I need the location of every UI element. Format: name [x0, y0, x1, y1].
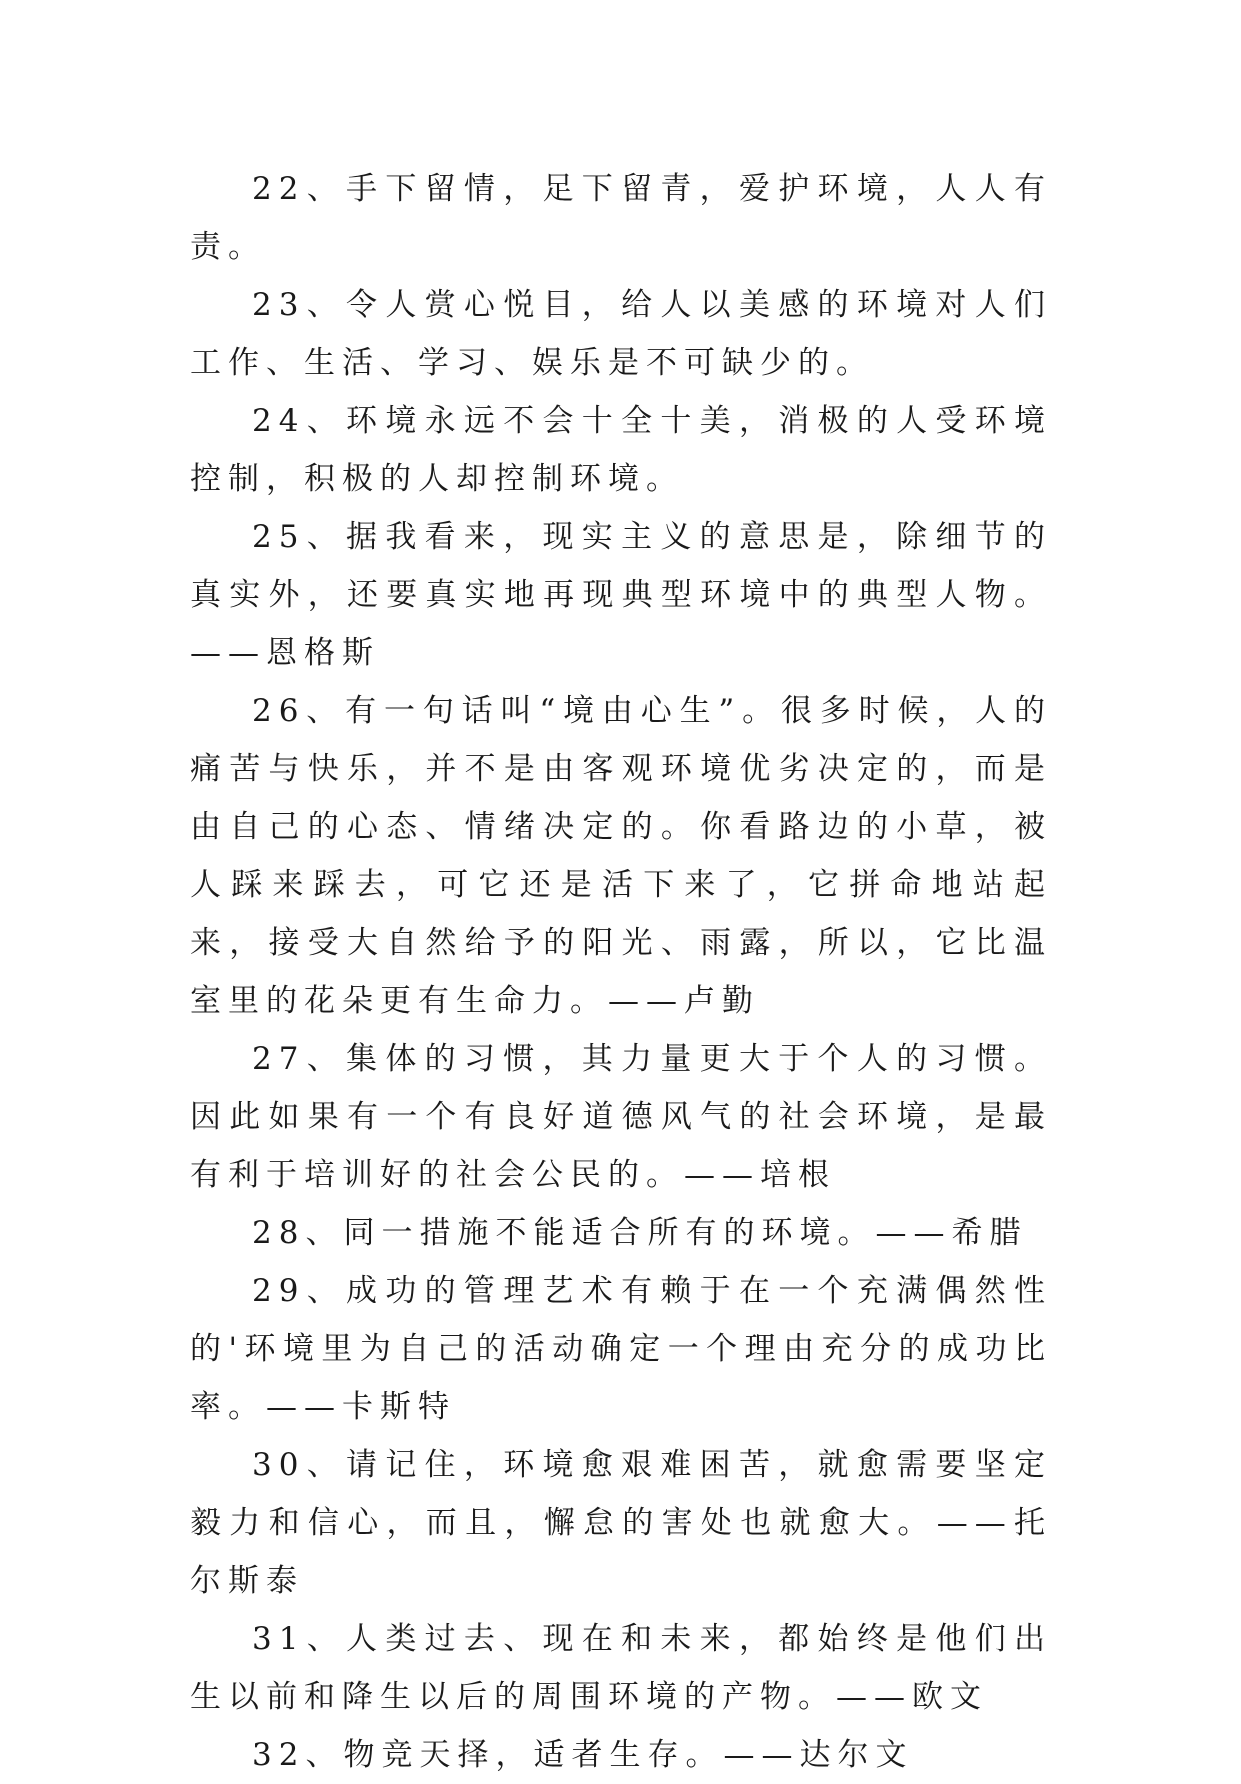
quote-22: 22、手下留情，足下留青，爱护环境，人人有责。: [190, 171, 1052, 265]
quote-30: 30、请记住，环境愈艰难困苦，就愈需要坚定毅力和信心，而且，懈怠的害处也就愈大。——托尔斯泰: [190, 1447, 1052, 1599]
quote-26: 26、有一句话叫“境由心生”。很多时候，人的痛苦与快乐，并不是由客观环境优劣决定的，而是由自己的心态、情绪决定的。你看路边的小草，被人踩来踩去，可它还是活下来了，它拼命地站起来，接受大自然给予的阳光、雨露，所以，它比温室里的花朵更有生命力。——卢勤: [190, 693, 1052, 1019]
quote-29: 29、成功的管理艺术有赖于在一个充满偶然性的'环境里为自己的活动确定一个理由充分的成功比率。——卡斯特: [190, 1273, 1052, 1425]
quote-25: 25、据我看来，现实主义的意思是，除细节的真实外，还要真实地再现典型环境中的典型人物。——恩格斯: [190, 519, 1052, 671]
quote-24: 24、环境永远不会十全十美，消极的人受环境控制，积极的人却控制环境。: [190, 403, 1052, 497]
quote-23: 23、令人赏心悦目，给人以美感的环境对人们工作、生活、学习、娱乐是不可缺少的。: [190, 287, 1052, 381]
quote-32: 32、物竞天择，适者生存。——达尔文: [252, 1737, 914, 1773]
quote-list: [190, 160, 1052, 1784]
quote-31: 31、人类过去、现在和未来，都始终是他们出生以前和降生以后的周围环境的产物。——欧文: [190, 1621, 1052, 1715]
quote-27: 27、集体的习惯，其力量更大于个人的习惯。因此如果有一个有良好道德风气的社会环境，是最有利于培训好的社会公民的。——培根: [190, 1041, 1052, 1193]
quote-28: 28、同一措施不能适合所有的环境。——希腊: [252, 1215, 1028, 1251]
